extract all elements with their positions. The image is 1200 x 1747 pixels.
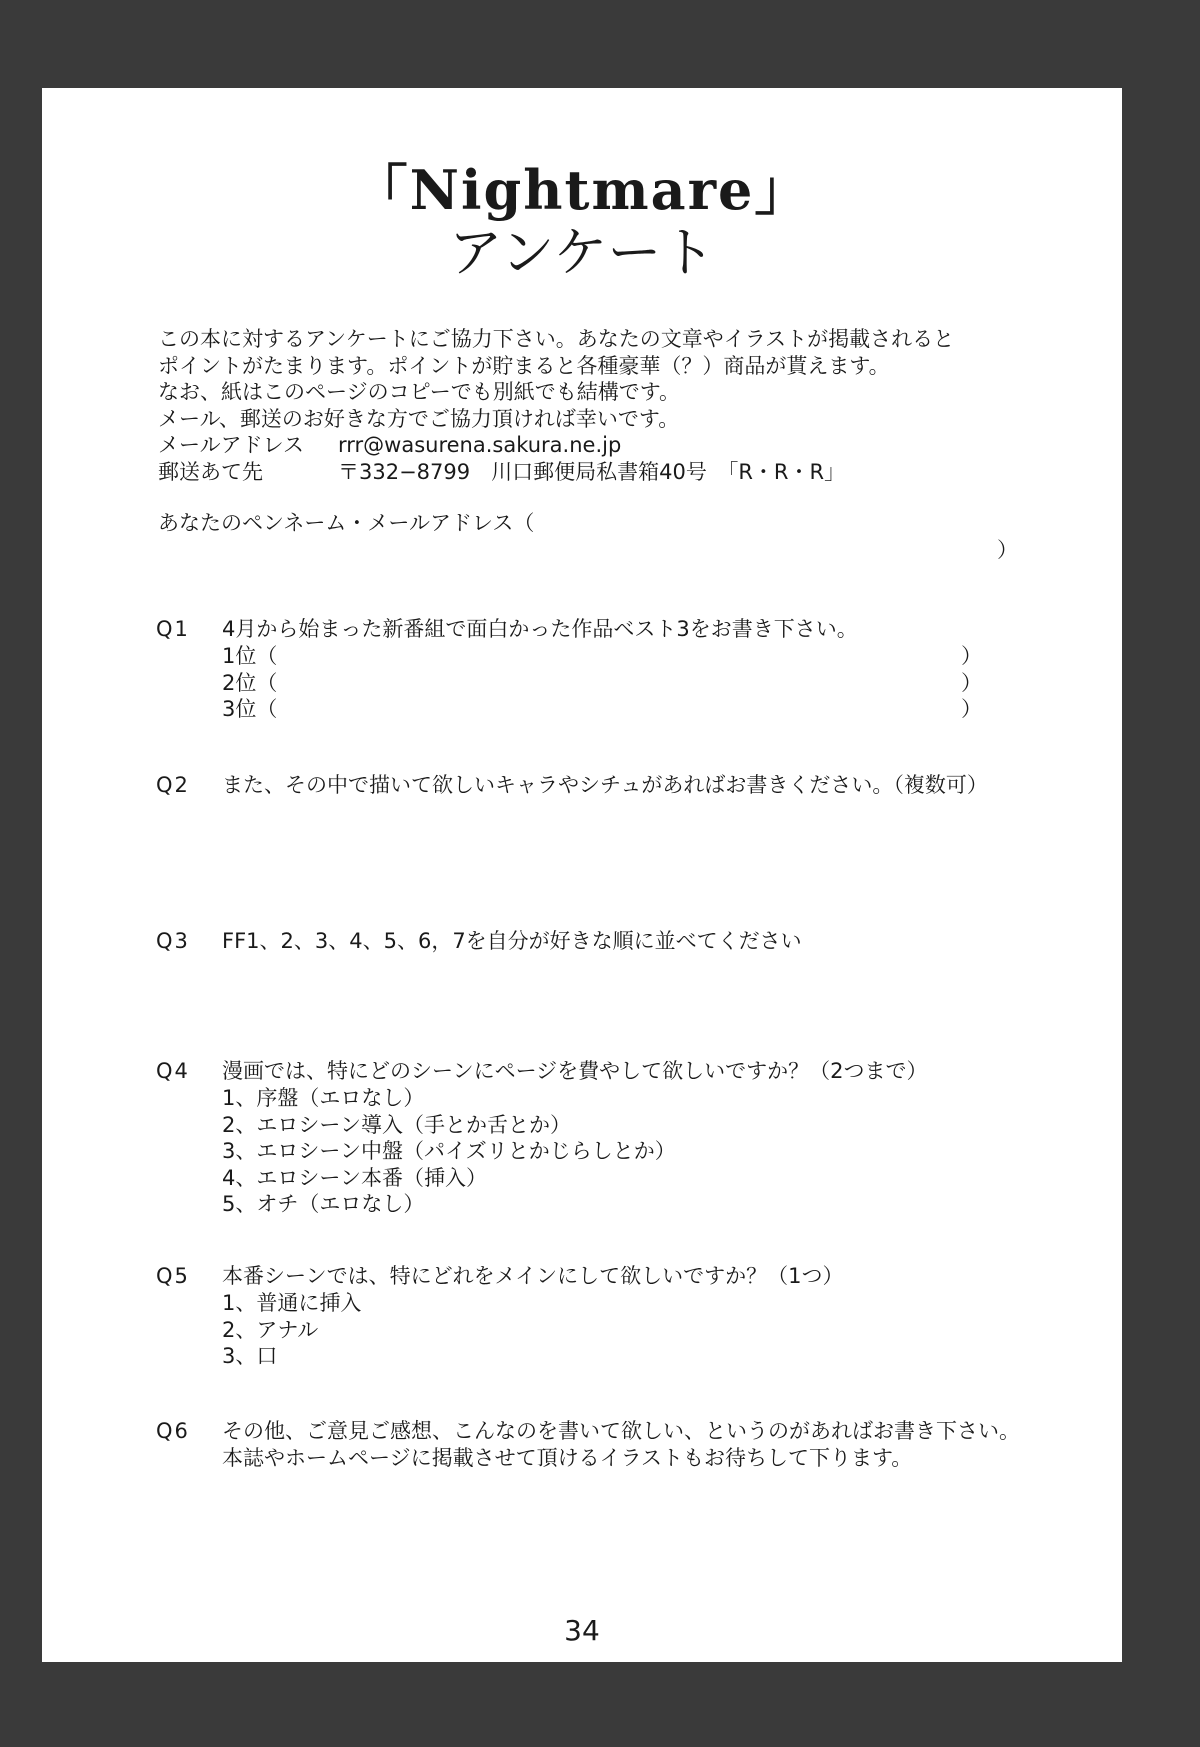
question-text: その他、ご意見ご感想、こんなのを書いて欲しい、というのがあればお書き下さい。 [222,1419,1020,1443]
question-q1 [156,616,1096,723]
rank-close: ） [961,644,982,668]
rank-row [222,696,982,723]
question-q5 [156,1263,1096,1370]
postal-address: 〒332−8799 川口郵便局私書箱40号 「R・R・R」 [338,459,846,484]
intro-line: この本に対するアンケートにご協力下さい。あなたの文章やイラストが掲載されると [158,327,955,351]
question-q6 [156,1418,1096,1472]
postal-label: 郵送あて先 [158,459,263,484]
question-number: Q5 [156,1264,190,1288]
intro-line: なお、紙はこのページのコピーでも別紙でも結構です。 [158,380,681,404]
option-item: 5、オチ（エロなし） [222,1192,425,1216]
question-number: Q2 [156,773,190,797]
question-text: FF1、2、3、4、5、6，7を自分が好きな順に並べてください [222,929,802,953]
email-label: メールアドレス [158,433,304,457]
option-item: 3、エロシーン中盤（パイズリとかじらしとか） [222,1139,676,1163]
page-subtitle: アンケート [448,221,716,284]
question-text: 漫画では、特にどのシーンにページを費やして欲しいですか？（2つまで） [222,1059,928,1083]
question-text: 本番シーンでは、特にどれをメインにして欲しいですか？（1つ） [222,1264,844,1288]
page-sheet [42,88,1122,1662]
rank-label: 1位（ [222,644,278,668]
pen-name-label: あなたのペンネーム・メールアドレス（ [158,511,535,535]
question-number: Q1 [156,617,190,641]
rank-row [222,670,982,697]
question-text-continued: 本誌やホームページに掲載させて頂けるイラストもお待ちして下ります。 [222,1446,913,1470]
option-item: 1、普通に挿入 [222,1291,362,1315]
question-q2 [156,772,1096,799]
rank-close: ） [961,670,982,695]
postal-row [158,459,1058,486]
option-item: 1、序盤（エロなし） [222,1086,425,1110]
pen-name-close: ） [997,537,1018,562]
question-number: Q3 [156,929,190,953]
question-number: Q4 [156,1059,190,1083]
question-text: 4月から始まった新番組で面白かった作品ベスト3をお書き下さい。 [222,617,858,641]
rank-label: 2位（ [222,670,278,695]
rank-close: ） [961,697,982,721]
intro-line: メール、郵送のお好きな方でご協力頂ければ幸いです。 [158,406,680,431]
option-item: 4、エロシーン本番（挿入） [222,1165,487,1190]
intro-line: ポイントがたまります。ポイントが貯まると各種豪華（？）商品が貰えます。 [158,353,890,378]
rank-row [222,643,982,670]
question-text: また、その中で描いて欲しいキャラやシチュがあればお書きください。（複数可） [222,773,988,797]
email-address: rrr@wasurena.sakura.ne.jp [338,433,622,457]
intro-block [158,326,1058,485]
page-number: 34 [564,1614,600,1647]
option-item: 3、口 [222,1344,278,1368]
option-item: 2、エロシーン導入（手とか舌とか） [222,1112,571,1137]
page-title: 「Nightmare」 [353,158,811,222]
pen-name-field [158,510,1038,563]
question-q4 [156,1058,1096,1218]
question-q3 [156,928,1096,955]
option-item: 2、アナル [222,1317,319,1342]
question-number: Q6 [156,1419,190,1443]
rank-label: 3位（ [222,697,278,721]
email-row [158,432,1058,459]
